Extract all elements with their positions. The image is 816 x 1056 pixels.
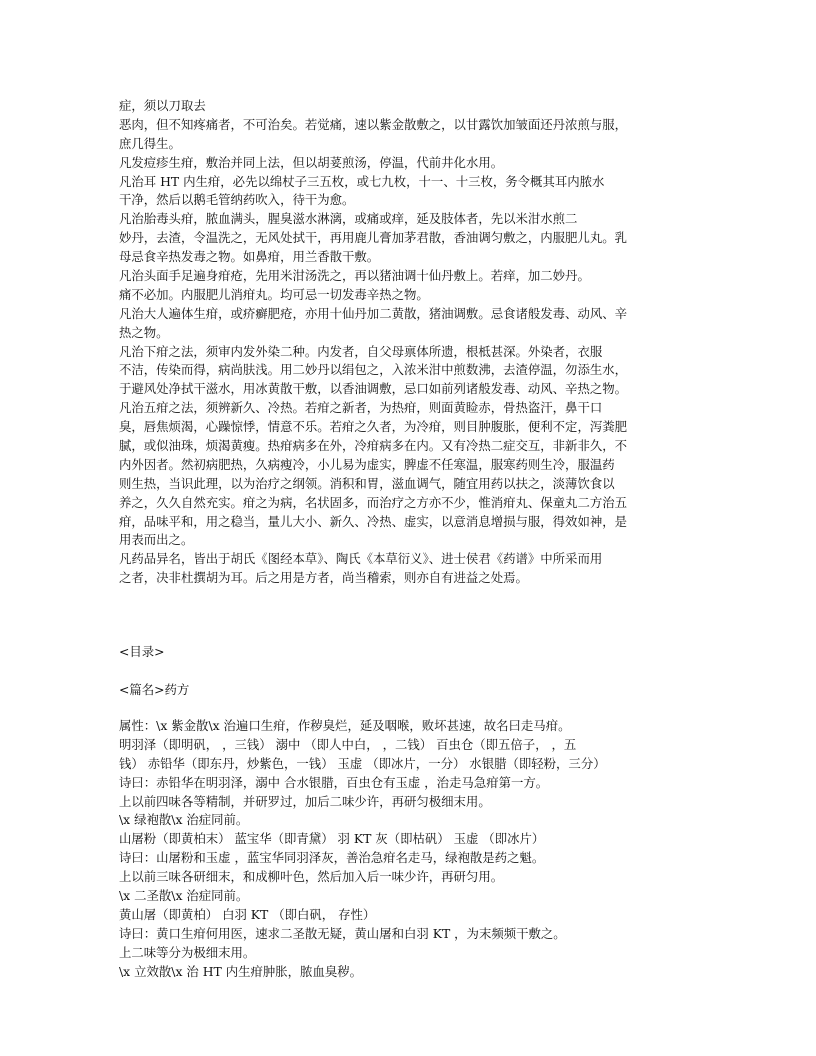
spacer [119, 700, 699, 717]
text-line: 腻，或似油珠，烦渴黄瘦。热疳病多在外，冷疳病多在内。又有冷热二症交互，非新非久，不 [119, 438, 628, 454]
text-line: 钱） 赤铅华（即东丹，炒紫色，一钱） 玉虚 （即冰片，一分） 水银腊（即轻粉，三分） [119, 755, 606, 771]
text-line: \x 立效散\x 治 HT 内生疳肿胀，脓血臭秽。 [119, 963, 363, 979]
text-line: 症，须以刀取去 [119, 98, 206, 113]
text-line: 养之，久久自然充实。疳之为病，名状固多，而治疗之方亦不少，惟消疳丸、保童丸二方治五 [119, 494, 628, 510]
text-line: 妙丹，去渣，令温洗之，无风处拭干，再用鹿儿膏加茅君散，香油调匀敷之，内服肥儿丸。乳 [119, 230, 628, 246]
chapter-title: <篇名>药方 [119, 682, 190, 698]
text-line: 上二味等分为极细末用。 [119, 944, 256, 960]
text-line: 凡治五疳之法，须辨新久、冷热。若疳之新者，为热疳，则面黄睑赤，骨热盗汗，鼻干口 [119, 400, 603, 416]
text-line: 明羽泽（即明矾， ，三钱） 溺中 （即人中白， ，二钱） 百虫仓（即五倍子， ，五 [119, 736, 577, 752]
text-line: 不洁，传染而得，病尚肤浅。用二妙丹以绢包之，入浓米泔中煎数沸，去渣停温，勿添生水， [119, 362, 628, 378]
text-line: 内外因者。然初病肥热，久病瘦冷，小儿易为虚实，脾虚不任寒温，服寒药则生冷，服温药 [119, 456, 615, 472]
document-page [119, 97, 699, 981]
text-line: 凡治大人遍体生疳，或疥癣肥疮，亦用十仙丹加二黄散，猪油调敷。忌食诸般发毒、动风、辛 [119, 305, 628, 321]
catalog-label: <目录> [119, 644, 165, 660]
text-line: \x 绿袍散\x 治症同前。 [119, 812, 249, 828]
text-line: 诗曰：黄口生疳何用医，速求二圣散无疑，黄山屠和白羽 KT ，为末频频干敷之。 [119, 925, 566, 941]
text-line: 凡治头面手足遍身疳疮，先用米泔汤洗之，再以猪油调十仙丹敷上。若痒，加二妙丹。 [119, 268, 590, 284]
body-section-2 [119, 717, 699, 981]
text-line: 凡发痘疹生疳，敷治并同上法，但以胡荽煎汤，停温，代前井化水用。 [119, 154, 504, 170]
text-line: 凡药品异名，皆出于胡氏《图经本草》、陶氏《本草衍义》、进士侯君《药谱》中所采而用 [119, 551, 603, 567]
spacer [119, 662, 699, 681]
text-line: 干净，然后以鹅毛管纳药吹入，待干为愈。 [119, 192, 355, 208]
text-line: 山屠粉（即黄柏末） 蓝宝华（即青黛） 羽 KT 灰（即枯矾） 玉虚 （即冰片） [119, 831, 545, 847]
text-line: 诗曰：赤铅华在明羽泽，溺中 合水银腊，百虫仓有玉虚 ，治走马急疳第一方。 [119, 774, 549, 790]
body-section-1 [119, 97, 699, 588]
text-line: 黄山屠（即黄柏） 白羽 KT （即白矾， 存性） [119, 906, 376, 922]
text-line: 凡治耳 HT 内生疳，必先以绵杖子三五枚，或七九枚，十一、十三枚，务令概其耳内脓水 [119, 173, 605, 189]
text-line: 凡治胎毒头疳，脓血满头，腥臭滋水淋漓，或痛或痒，延及肢体者，先以米泔水煎二 [119, 211, 578, 227]
spacer [119, 588, 699, 643]
text-line: 热之物。 [119, 324, 169, 340]
text-line: 则生热，当识此理，以为治疗之纲领。消积和胃，滋血调气，随宜用药以扶之，淡薄饮食以 [119, 475, 615, 491]
text-line: 上以前四味各等精制，并研罗过，加后二味少许，再研匀极细末用。 [119, 793, 491, 809]
text-line: 庶几得生。 [119, 135, 181, 151]
text-line: \x 二圣散\x 治症同前。 [119, 887, 249, 903]
text-line: 诗曰：山屠粉和玉虚 ，蓝宝华同羽泽灰，善治急疳名走马，绿袍散是药之魁。 [119, 850, 545, 866]
text-line: 属性：\x 紫金散\x 治遍口生疳，作秽臭烂，延及咽喉，败坏甚速，故名曰走马疳。 [119, 717, 571, 733]
text-line: 用表而出之。 [119, 532, 194, 548]
text-line: 于避风处净拭干滋水，用冰黄散干敷，以香油调敷，忌口如前列诸般发毒、动风、辛热之物。 [119, 381, 628, 397]
text-line: 上以前三味各研细末，和成柳叶色，然后加入后一味少许，再研匀用。 [119, 869, 504, 885]
text-line: 痛不必加。内服肥儿消疳丸。均可忌一切发毒辛热之物。 [119, 286, 429, 302]
text-line: 疳，品味平和，用之稳当，量儿大小、新久、冷热、虚实，以意消息增损与服，得效如神，是 [119, 513, 628, 529]
text-line: 恶肉，但不知疼痛者，不可治矣。若觉痛，速以紫金散敷之，以甘露饮加皱面还丹浓煎与服， [119, 116, 628, 132]
text-line: 凡治下疳之法，须审内发外染二种。内发者，自父母禀体所遗，根柢甚深。外染者，衣服 [119, 343, 603, 359]
text-line: 臭，唇焦烦渴，心躁惊悸，情意不乐。若疳之久者，为冷疳，则目肿腹胀，便利不定，泻粪肥 [119, 419, 628, 435]
text-line: 之者，决非杜撰胡为耳。后之用是方者，尚当稽索，则亦自有进益之处焉。 [119, 570, 528, 586]
text-line: 母忌食辛热发毒之物。如鼻疳，用兰香散干敷。 [119, 249, 380, 265]
